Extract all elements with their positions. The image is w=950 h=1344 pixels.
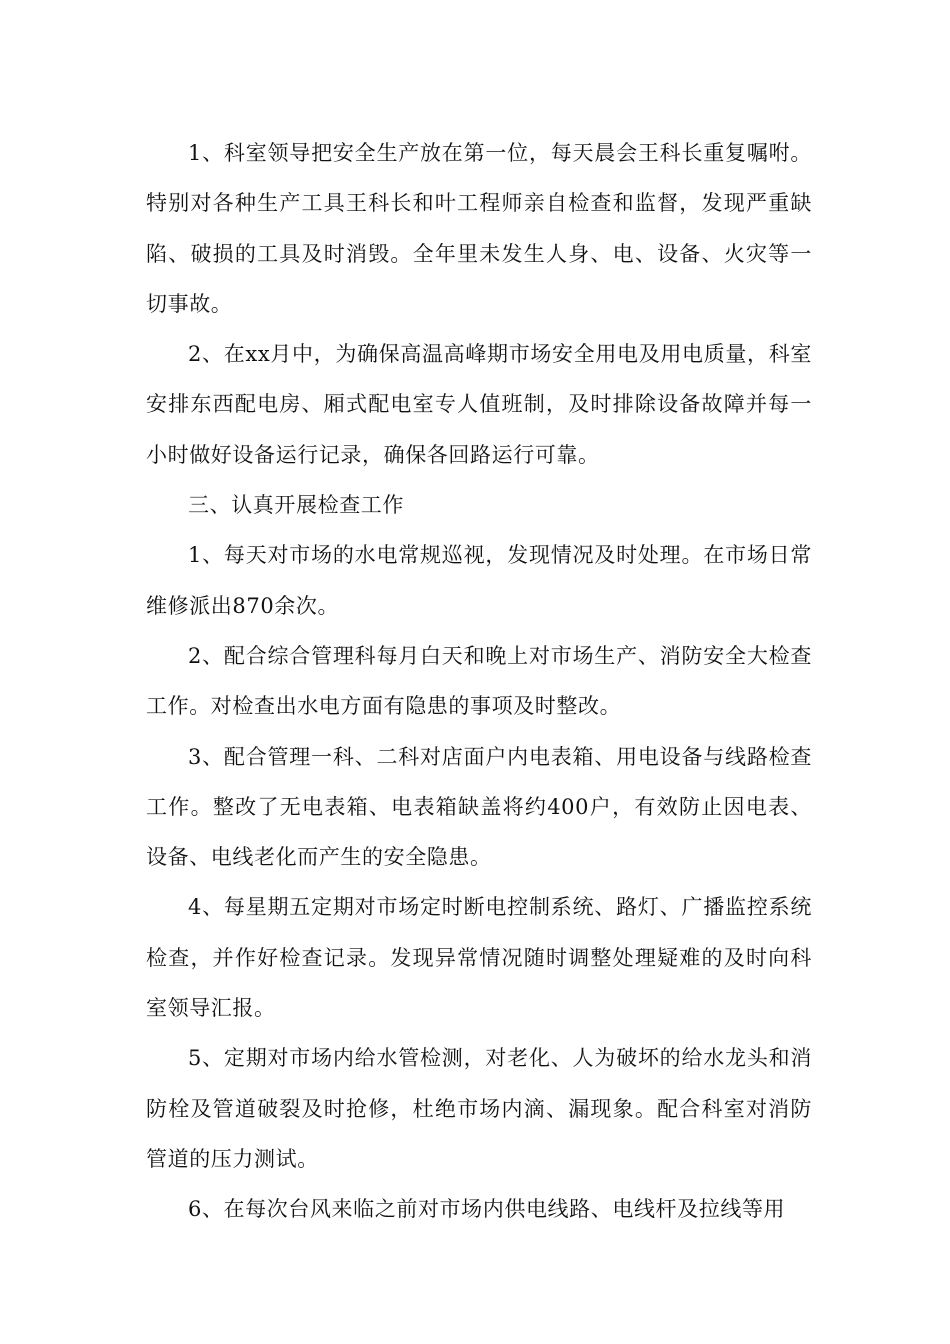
document-body (146, 128, 812, 1235)
paragraph-friday-check: 4、每星期五定期对市场定时断电控制系统、路灯、广播监控系统检查，并作好检查记录。发现异常情况随时调整处理疑难的及时向科室领导汇报。 (146, 895, 812, 1021)
paragraph-power-duty: 2、在xx月中，为确保高温高峰期市场安全用电及用电质量，科室安排东西配电房、厢式配电室专人值班制，及时排除设备故障并每一小时做好设备运行记录，确保各回路运行可靠。 (146, 342, 812, 467)
paragraph-daily-patrol: 1、每天对市场的水电常规巡视，发现情况及时处理。在市场日常维修派出870余次。 (146, 543, 812, 618)
paragraph-typhoon-prep: 6、在每次台风来临之前对市场内供电线路、电线杆及拉线等用 (188, 1197, 786, 1222)
paragraph-meter-box-check: 3、配合管理一科、二科对店面户内电表箱、用电设备与线路检查工作。整改了无电表箱、电表箱缺盖将约400户，有效防止因电表、设备、电线老化而产生的安全隐患。 (146, 744, 812, 870)
paragraph-water-pipe-check: 5、定期对市场内给水管检测，对老化、人为破坏的给水龙头和消防栓及管道破裂及时抢修，杜绝市场内滴、漏现象。配合科室对消防管道的压力测试。 (146, 1046, 812, 1171)
paragraph-monthly-inspection: 2、配合综合管理科每月白天和晚上对市场生产、消防安全大检查工作。对检查出水电方面有隐患的事项及时整改。 (146, 643, 812, 719)
paragraph-safety-leadership: 1、科室领导把安全生产放在第一位，每天晨会王科长重复嘱咐。特别对各种生产工具王科长和叶工程师亲自检查和监督，发现严重缺陷、破损的工具及时消毁。全年里未发生人身、电、设备、火灾等一切事故。 (146, 141, 812, 316)
section-heading-inspection: 三、认真开展检查工作 (188, 493, 404, 518)
